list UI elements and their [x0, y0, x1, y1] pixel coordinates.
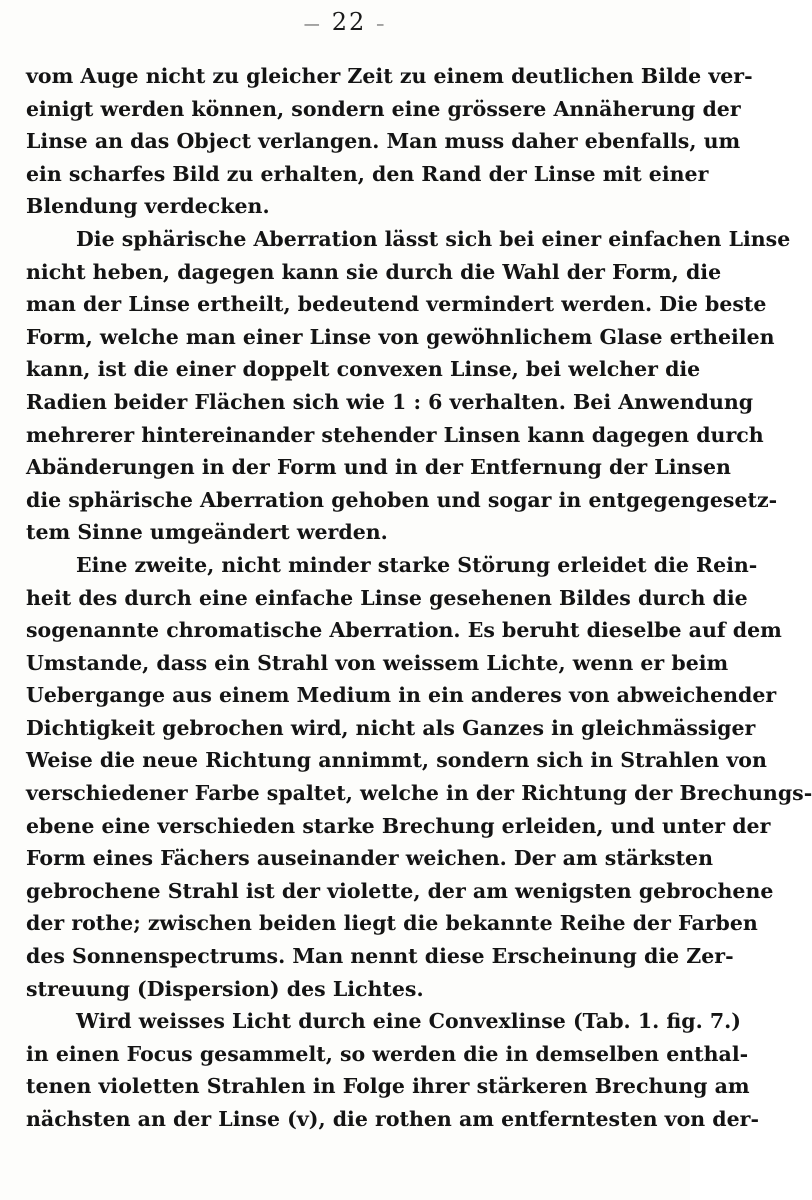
- text-line: in einen Focus gesammelt, so werden die in demselben enthal-: [26, 1041, 749, 1066]
- text-line: Form eines Fächers auseinander weichen. Der am stärksten: [26, 846, 713, 871]
- text-line: vom Auge nicht zu gleicher Zeit zu einem deutlichen Bilde ver-: [26, 64, 753, 88]
- text-line: Wird weisses Licht durch eine Convexlinse (Tab. 1. fig. 7.): [76, 1009, 741, 1034]
- text-line: nächsten an der Linse (v), die rothen am entferntesten von der-: [26, 1107, 759, 1131]
- text-line: heit des durch eine einfache Linse gesehenen Bildes durch die: [26, 585, 748, 610]
- text-line: nicht heben, dagegen kann sie durch die Wahl der Form, die: [26, 259, 722, 284]
- page-number: 22: [331, 8, 367, 36]
- body-text: [26, 60, 812, 1136]
- text-line: einigt werden können, sondern eine grössere Annäherung der: [26, 96, 741, 121]
- text-line: Die sphärische Aberration lässt sich bei einer einfachen Linse: [76, 226, 791, 251]
- text-line: Eine zweite, nicht minder starke Störung erleidet die Rein-: [76, 552, 758, 577]
- text-line: Weise die neue Richtung annimmt, sondern sich in Strahlen von: [26, 748, 767, 773]
- page-number-left-mark: —: [303, 14, 322, 33]
- text-line: gebrochene Strahl ist der violette, der am wenigsten gebrochene: [26, 878, 774, 903]
- text-line: kann, ist die einer doppelt convexen Linse, bei welcher die: [26, 357, 701, 382]
- text-line: man der Linse ertheilt, bedeutend vermindert werden. Die beste: [26, 292, 767, 317]
- text-line: ein scharfes Bild zu erhalten, den Rand der Linse mit einer: [26, 161, 709, 186]
- text-line: Umstande, dass ein Strahl von weissem Lichte, wenn er beim: [26, 650, 729, 675]
- text-line: tenen violetten Strahlen in Folge ihrer stärkeren Brechung am: [26, 1074, 750, 1099]
- text-line: ebene eine verschieden starke Brechung erleiden, und unter der: [26, 813, 771, 838]
- text-line: Abänderungen in der Form und in der Entfernung der Linsen: [26, 455, 731, 480]
- text-line: sogenannte chromatische Aberration. Es beruht dieselbe auf dem: [26, 618, 782, 643]
- page-number-right-mark: –: [376, 14, 387, 33]
- text-line: verschiedener Farbe spaltet, welche in der Richtung der Brechungs-: [26, 781, 812, 806]
- text-line: mehrerer hintereinander stehender Linsen kann dagegen durch: [26, 422, 764, 447]
- text-line: Form, welche man einer Linse von gewöhnlichem Glase ertheilen: [26, 324, 775, 349]
- text-line: Dichtigkeit gebrochen wird, nicht als Ganzes in gleichmässiger: [26, 715, 756, 740]
- text-line: die sphärische Aberration gehoben und sogar in entgegengesetz-: [26, 487, 778, 512]
- text-line: Linse an das Object verlangen. Man muss daher ebenfalls, um: [26, 129, 741, 154]
- page-number-header: [0, 8, 690, 36]
- text-line: der rothe; zwischen beiden liegt die bekannte Reihe der Farben: [26, 911, 758, 936]
- text-line: Blendung verdecken.: [26, 194, 270, 219]
- text-line: des Sonnenspectrums. Man nennt diese Erscheinung die Zer-: [26, 944, 734, 969]
- text-line: tem Sinne umgeändert werden.: [26, 520, 388, 545]
- text-line: Radien beider Flächen sich wie 1 : 6 verhalten. Bei Anwendung: [26, 389, 754, 414]
- text-line: streuung (Dispersion) des Lichtes.: [26, 976, 424, 1001]
- text-line: Uebergange aus einem Medium in ein anderes von abweichender: [26, 683, 777, 708]
